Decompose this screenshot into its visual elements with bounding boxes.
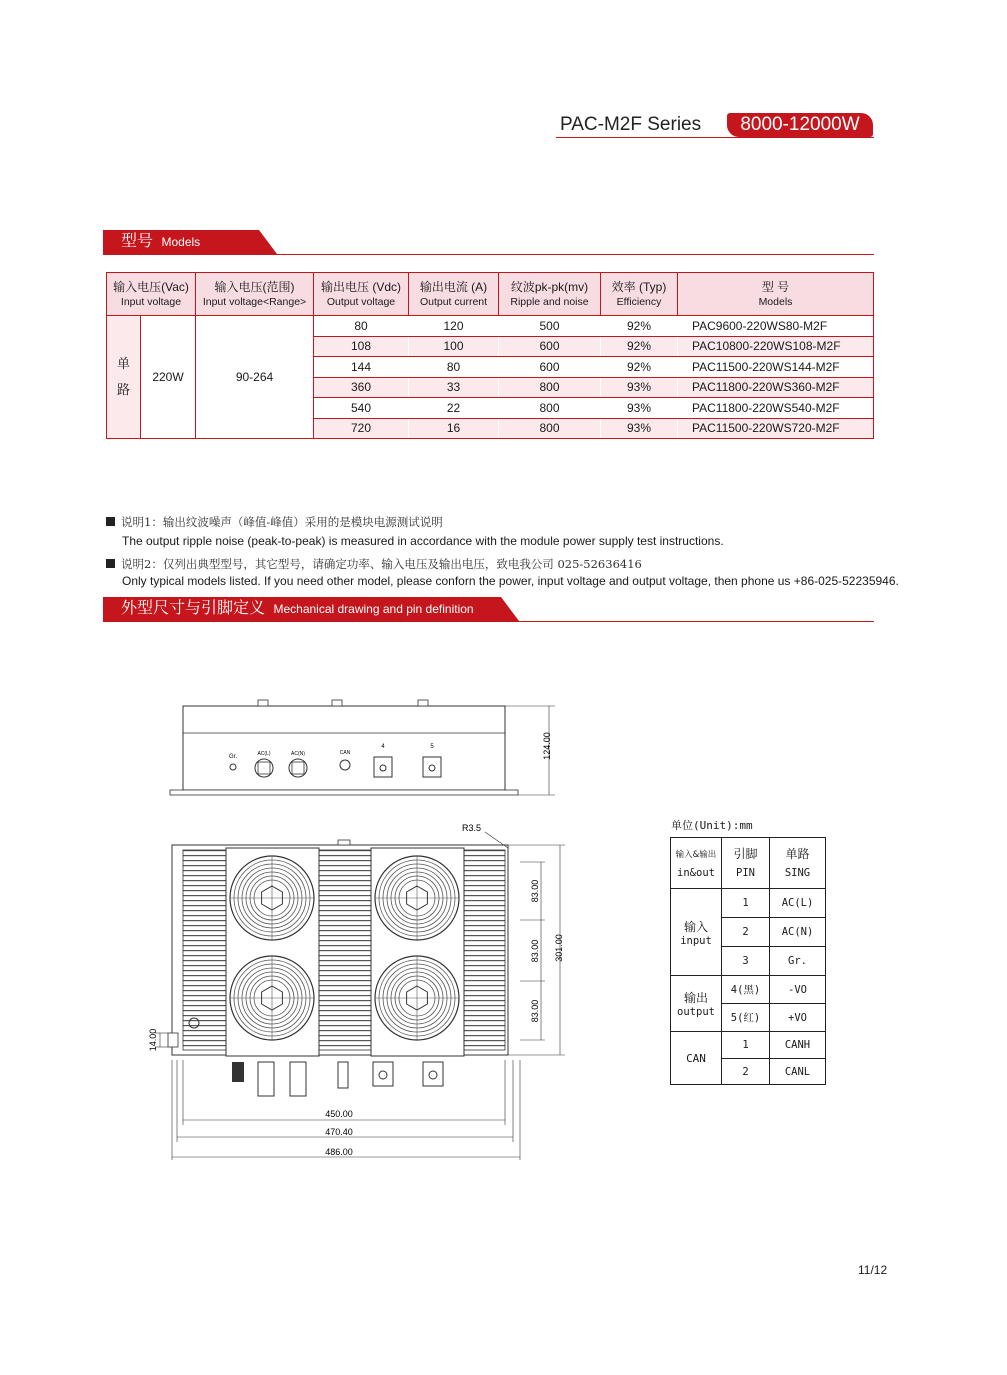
ripple-cell: 600 bbox=[499, 336, 601, 357]
iout-cell: 22 bbox=[409, 398, 499, 419]
eff-cell: 92% bbox=[601, 357, 678, 378]
col-output-current: 输出电流 (A) Output current bbox=[409, 273, 499, 316]
input-range-cell: 90-264 bbox=[196, 316, 314, 439]
dim-height: 124.00 bbox=[542, 732, 552, 760]
label-pin5: 5 bbox=[430, 744, 434, 750]
dim-depth: 301.00 bbox=[554, 934, 564, 962]
ripple-cell: 800 bbox=[499, 377, 601, 398]
vout-cell: 80 bbox=[314, 316, 409, 337]
unit-label: 单位(Unit):mm bbox=[671, 819, 753, 832]
signal-cell: Gr. bbox=[770, 947, 826, 976]
model-cell: PAC9600-220WS80-M2F bbox=[678, 316, 874, 337]
vout-cell: 360 bbox=[314, 377, 409, 398]
col-input-voltage: 输入电压(Vac) Input voltage bbox=[107, 273, 196, 316]
dim-width-486: 486.00 bbox=[325, 1147, 353, 1157]
iout-cell: 16 bbox=[409, 418, 499, 439]
head-inout: 输入&输出 in&out bbox=[671, 838, 722, 889]
vout-cell: 540 bbox=[314, 398, 409, 419]
label-can: CAN bbox=[339, 750, 351, 756]
models-section-title-zh: 型号 bbox=[121, 233, 154, 250]
note-1-zh: 说明1：输出纹波噪声（峰值-峰值）采用的是模块电源测试说明 bbox=[106, 514, 443, 530]
eff-cell: 93% bbox=[601, 398, 678, 419]
iout-cell: 80 bbox=[409, 357, 499, 378]
eff-cell: 93% bbox=[601, 377, 678, 398]
model-cell: PAC10800-220WS108-M2F bbox=[678, 336, 874, 357]
col-input-range: 输入电压(范围) Input voltage<Range> bbox=[196, 273, 314, 316]
models-section-title-en: Models bbox=[161, 235, 201, 249]
model-cell: PAC11800-220WS360-M2F bbox=[678, 377, 874, 398]
table-row bbox=[671, 889, 826, 918]
label-acl: AC(L) bbox=[257, 751, 271, 757]
label-pin4: 4 bbox=[381, 744, 385, 750]
power-range-badge: 8000-12000W bbox=[727, 113, 873, 137]
dim-radius: R3.5 bbox=[462, 823, 482, 833]
pin-table-header bbox=[671, 838, 826, 889]
note-2-zh: 说明2：仅列出典型型号，其它型号，请确定功率、输入电压及输出电压，致电我公司 025-52636416 bbox=[106, 556, 642, 572]
eff-cell: 93% bbox=[601, 418, 678, 439]
table-row bbox=[671, 976, 826, 1004]
ripple-cell: 800 bbox=[499, 418, 601, 439]
col-output-voltage: 输出电压 (Vdc) Output voltage bbox=[314, 273, 409, 316]
signal-cell: AC(L) bbox=[770, 889, 826, 918]
dim-fan-2: 83.00 bbox=[530, 939, 540, 963]
ripple-cell: 600 bbox=[499, 357, 601, 378]
pin-cell: 4(黑) bbox=[722, 976, 770, 1004]
dim-offset: 14.00 bbox=[148, 1028, 158, 1052]
label-acn: AC(N) bbox=[291, 751, 305, 757]
col-models: 型 号 Models bbox=[678, 273, 874, 316]
dim-fan-3: 83.00 bbox=[530, 999, 540, 1023]
input-voltage-cell: 220W bbox=[141, 316, 196, 439]
model-cell: PAC11500-220WS720-M2F bbox=[678, 418, 874, 439]
can-group-cell: CAN bbox=[671, 1032, 722, 1085]
pin-cell: 1 bbox=[722, 1032, 770, 1059]
note-1-en: The output ripple noise (peak-to-peak) is measured in accordance with the module power supply test instructions. bbox=[122, 534, 724, 548]
label-gr: Gr. bbox=[228, 754, 238, 760]
mech-section-title-en: Mechanical drawing and pin definition bbox=[273, 602, 474, 616]
ripple-cell: 800 bbox=[499, 398, 601, 419]
ripple-cell: 500 bbox=[499, 316, 601, 337]
vout-cell: 720 bbox=[314, 418, 409, 439]
mech-section-title-zh: 外型尺寸与引脚定义 bbox=[121, 600, 266, 617]
dim-width-470: 470.40 bbox=[325, 1127, 353, 1137]
front-view bbox=[170, 700, 555, 795]
col-ripple: 纹波pk-pk(mv) Ripple and noise bbox=[499, 273, 601, 316]
signal-cell: AC(N) bbox=[770, 918, 826, 947]
pin-cell: 2 bbox=[722, 1059, 770, 1085]
head-sing: 单路 SING bbox=[770, 838, 826, 889]
pin-cell: 3 bbox=[722, 947, 770, 976]
input-group-cell: 输入 input bbox=[671, 889, 722, 976]
iout-cell: 100 bbox=[409, 336, 499, 357]
eff-cell: 92% bbox=[601, 336, 678, 357]
head-pin: 引脚 PIN bbox=[722, 838, 770, 889]
signal-cell: CANL bbox=[770, 1059, 826, 1085]
dim-fan-1: 83.00 bbox=[530, 879, 540, 903]
signal-cell: +VO bbox=[770, 1004, 826, 1032]
col-efficiency: 效率 (Typ) Efficiency bbox=[601, 273, 678, 316]
note-2-en: Only typical models listed. If you need other model, please conforn the power, input voltage and output voltage, then phone us +86-025-52235946. bbox=[122, 574, 899, 588]
iout-cell: 33 bbox=[409, 377, 499, 398]
phase-cell: 单 路 bbox=[107, 316, 141, 439]
pin-cell: 1 bbox=[722, 889, 770, 918]
pin-cell: 5(红) bbox=[722, 1004, 770, 1032]
pin-cell: 2 bbox=[722, 918, 770, 947]
top-view bbox=[155, 832, 565, 1160]
vout-cell: 144 bbox=[314, 357, 409, 378]
eff-cell: 92% bbox=[601, 316, 678, 337]
pin-definition-table bbox=[670, 837, 826, 1085]
iout-cell: 120 bbox=[409, 316, 499, 337]
dim-width-450: 450.00 bbox=[325, 1109, 353, 1119]
output-group-cell: 输出 output bbox=[671, 976, 722, 1032]
model-cell: PAC11500-220WS144-M2F bbox=[678, 357, 874, 378]
model-cell: PAC11800-220WS540-M2F bbox=[678, 398, 874, 419]
signal-cell: -VO bbox=[770, 976, 826, 1004]
vout-cell: 108 bbox=[314, 336, 409, 357]
signal-cell: CANH bbox=[770, 1032, 826, 1059]
page-number: 11/12 bbox=[858, 1263, 888, 1277]
table-row bbox=[671, 1032, 826, 1059]
series-title: PAC-M2F Series bbox=[560, 114, 702, 135]
